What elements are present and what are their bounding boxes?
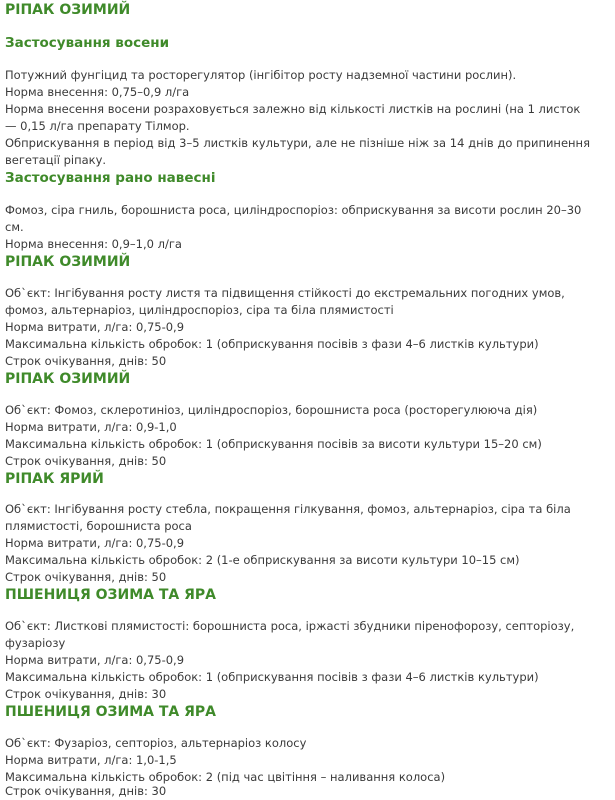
autumn-timing: Обприскування в період від 3–5 листків культури, але не пізніше ніж за 14 днів до припинення вегетації ріпаку. [5,136,590,167]
crop-object: Об`єкт: Листкові плямистості: борошниста роса, іржасті збудники піренофорозу, септоріозу, фузаріозу [5,619,575,650]
crop-waiting-period: Строк очікування, днів: 50 [5,454,167,468]
crop-object: Об`єкт: Фузаріоз, септоріоз, альтернаріоз колосу [5,736,307,750]
crop-title: ПШЕНИЦЯ ОЗИМА ТА ЯРА [5,587,216,603]
crop-object: Об`єкт: Інгібування росту стебла, покращення гілкування, фомоз, альтернаріоз, сіра та біла плямистості, борошниста роса [5,502,571,533]
crop-max-treatments: Максимальна кількість обробок: 1 (обприскування посівів за висоти культури 15–20 см) [5,437,542,451]
autumn-rate-note: Норма внесення восени розраховується залежно від кількості листків на рослині (на 1 листок — 0,15 л/га препарату Тілмор. [5,102,581,133]
autumn-description: Потужний фунгіцид та росторегулятор (інгібітор росту надземної частини рослин). [5,68,517,82]
crop-max-treatments: Максимальна кількість обробок: 2 (під час цвітіння – наливання колоса) [5,770,446,784]
crop-max-treatments: Максимальна кількість обробок: 1 (обприскування посівів з фази 4–6 листків культури) [5,337,539,351]
crop-rate: Норма витрати, л/га: 0,75-0,9 [5,536,185,550]
section-title-rapeseed-winter: РІПАК ОЗИМИЙ [5,2,131,18]
crop-title: РІПАК ЯРИЙ [5,471,104,487]
crop-waiting-period: Строк очікування, днів: 30 [5,784,167,798]
crop-rate: Норма витрати, л/га: 1,0-1,5 [5,753,177,767]
crop-title: ПШЕНИЦЯ ОЗИМА ТА ЯРА [5,704,216,720]
crop-object: Об`єкт: Фомоз, склеротиніоз, циліндроспоріоз, борошниста роса (росторегулююча дія) [5,403,538,417]
crop-max-treatments: Максимальна кількість обробок: 2 (1-е обприскування за висоти культури 10–15 см) [5,553,520,567]
crop-title: РІПАК ОЗИМИЙ [5,371,131,387]
spring-description: Фомоз, сіра гниль, борошниста роса, циліндроспоріоз: обприскування за висоти рослин 20–30 см. [5,203,582,234]
crop-waiting-period: Строк очікування, днів: 50 [5,354,167,368]
crop-rate: Норма витрати, л/га: 0,9-1,0 [5,420,177,434]
spring-rate: Норма внесення: 0,9–1,0 л/га [5,237,182,251]
crop-max-treatments: Максимальна кількість обробок: 1 (обприскування посівів з фази 4–6 листків культури) [5,670,539,684]
crop-title: РІПАК ОЗИМИЙ [5,254,131,270]
crop-waiting-period: Строк очікування, днів: 30 [5,687,167,701]
spring-heading: Застосування рано навесні [5,170,216,186]
crop-object: Об`єкт: Інгібування росту листя та підвищення стійкості до екстремальних погодних умов, фомоз, альтернаріоз, циліндроспоріоз, сіра та біла плямистості [5,286,565,317]
crop-waiting-period: Строк очікування, днів: 50 [5,570,167,584]
crop-rate: Норма витрати, л/га: 0,75-0,9 [5,653,185,667]
crop-rate: Норма витрати, л/га: 0,75-0,9 [5,320,185,334]
autumn-heading: Застосування восени [5,35,170,51]
autumn-rate: Норма внесення: 0,75–0,9 л/га [5,85,190,99]
